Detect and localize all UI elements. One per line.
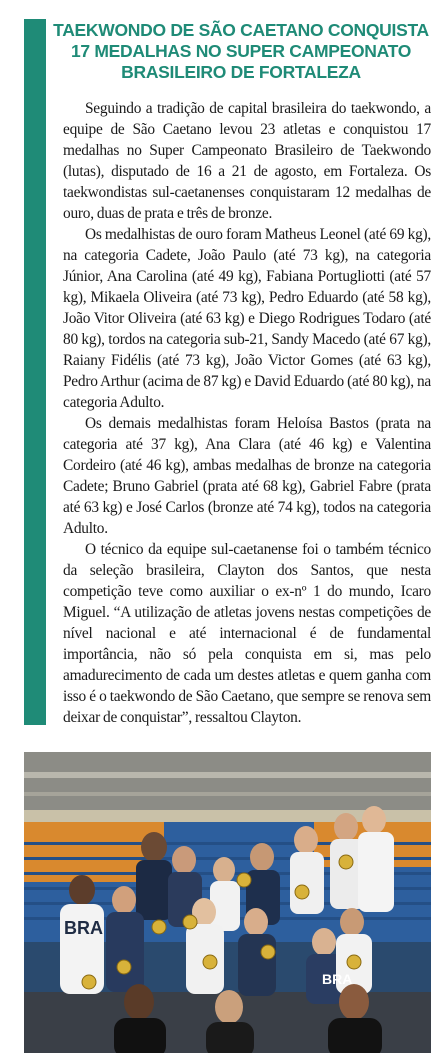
- accent-bar: [24, 19, 46, 725]
- headline-line-3: BRASILEIRO DE FORTALEZA: [121, 62, 361, 82]
- article-paragraph: O técnico da equipe sul-caetanense foi o também técnico da seleção brasileira, Clayton dos Santos, que nesta competição teve como auxiliar o ex-nº 1 do mundo, Icaro Miguel. “A utilização de atletas jovens nestas competições de nível nacional e até internacional é de fundamental importância, não só pela conquista em si, mas pelo amadurecimento de cada um destes atletas e quem ganha com isso é o taekwondo de São Caetano, que sempre se renova sem deixar de conquistar”, ressaltou Clayton.: [63, 541, 431, 726]
- article-headline: [52, 20, 430, 83]
- jersey-text: BRA: [64, 918, 103, 938]
- headline-line-1: TAEKWONDO DE SÃO CAETANO CONQUISTA: [53, 20, 429, 40]
- article-paragraph: Os demais medalhistas foram Heloísa Bastos (prata na categoria até 37 kg), Ana Clara (até 46 kg) e Valentina Cordeiro (até 46 kg), ambas medalhas de bronze na categoria Cadete; Bruno Gabriel (prata até 68 kg), Gabriel Fabre (prata até 63 kg) e José Carlos (bronze até 74 kg), todos na categoria Adulto.: [63, 415, 431, 537]
- article-body: [63, 98, 431, 728]
- jersey-text: BRA: [322, 971, 353, 987]
- article-paragraph: Seguindo a tradição de capital brasileira do taekwondo, a equipe de São Caetano levou 23 atletas e conquistou 17 medalhas no Super Campeonato Brasileiro de Taekwondo (lutas), disputado de 16 a 21 de agosto, em Fortaleza. Os taekwondistas sul-caetanenses conquistaram 12 medalhas de ouro, duas de prata e três de bronze.: [63, 100, 431, 222]
- headline-line-2: 17 MEDALHAS NO SUPER CAMPEONATO: [70, 41, 412, 61]
- article-paragraph: Os medalhistas de ouro foram Matheus Leonel (até 69 kg), na categoria Cadete, João Paulo (até 73 kg), na categoria Júnior, Ana Carolina (até 49 kg), Fabiana Portugliotti (até 57 kg), Mikaela Oliveira (até 73 kg), Pedro Eduardo (até 58 kg), João Vitor Oliveira (até 63 kg) e Diego Rodrigues Todaro (até 80 kg), tordos na categoria sub-21, Sandy Macedo (até 67 kg), Raiany Fidélis (até 73 kg), João Victor Gomes (até 63 kg), Pedro Arthur (acima de 87 kg) e David Eduardo (até 80 kg), na categoria Adulto.: [63, 226, 431, 411]
- team-photo-illustration: [24, 752, 431, 1053]
- team-photo: [24, 752, 431, 1053]
